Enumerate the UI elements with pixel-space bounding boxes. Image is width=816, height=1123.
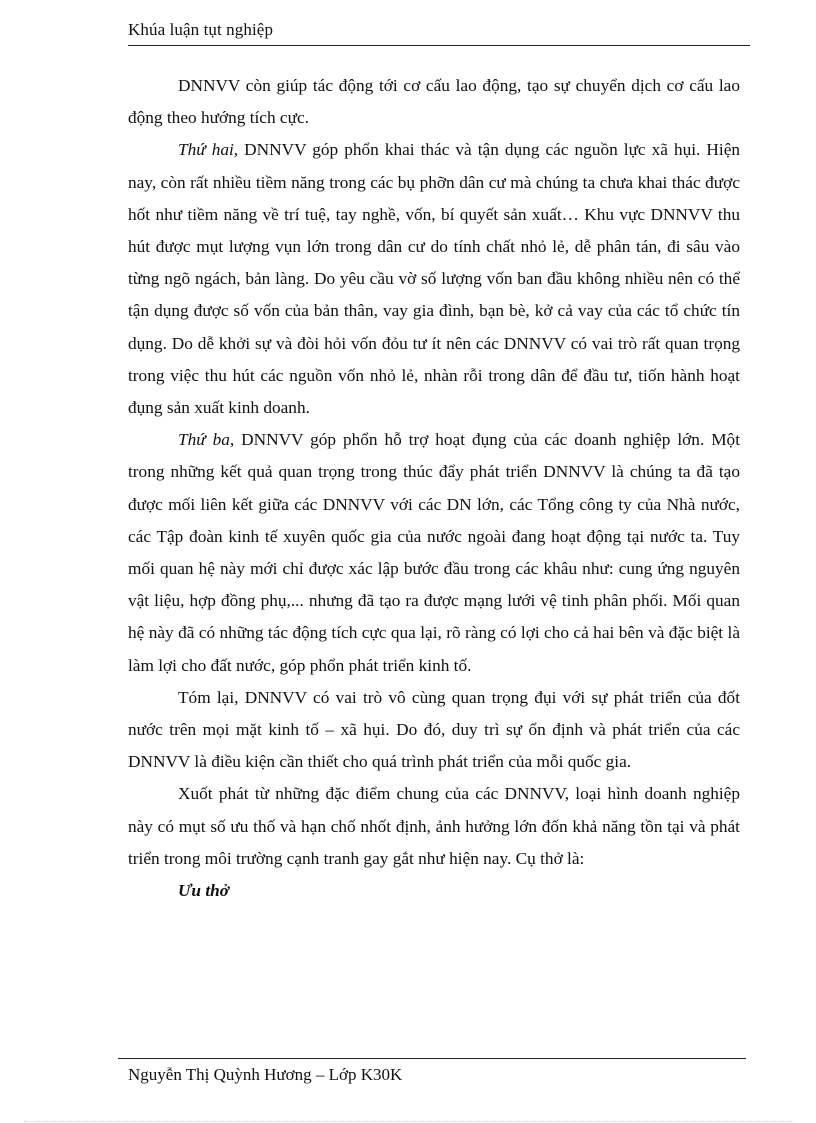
paragraph-2 (128, 134, 740, 424)
paragraph-3-lead: Thứ ba (178, 430, 230, 450)
paragraph-5: Xuốt phát từ những đặc điểm chung của các DNNVV, loại hình doanh nghiệp này có mụt số ưu thố và hạn chố nhốt định, ảnh hưởng lớn đốn khả năng tồn tại và phát triển trong môi trường cạnh tranh gay gắt như hiện nay. Cụ thở là: (128, 784, 740, 868)
footer-author: Nguyễn Thị Quỳnh Hương – Lớp K30K (128, 1065, 403, 1084)
paragraph-1: DNNVV còn giúp tác động tới cơ cấu lao động, tạo sự chuyển dịch cơ cấu lao động theo hướng tích cực. (128, 76, 740, 128)
paragraph-3-text: , DNNVV góp phổn hỗ trợ hoạt đụng của các doanh nghiệp lớn. Một trong những kết quả quan trọng trong thúc đẩy phát triển DNNVV là chúng ta đã tạo được mối liên kết giữa các DNNVV với các DN lớn, các Tổng công ty của Nhà nước, các Tập đoàn kinh tế xuyên quốc gia của nước ngoài đang hoạt động tại nước ta. Tuy mối quan hệ này mới chỉ được xác lập bước đầu trong các khâu như: cung ứng nguyên vật liệu, hợp đồng phụ,... nhưng đã tạo ra được mạng lưới vệ tinh phân phối. Mối quan hệ này đã có những tác động tích cực qua lại, rõ ràng có lợi cho cả hai bên và đặc biệt là làm lợi cho đất nước, góp phổn phát triển kinh tố. (128, 430, 740, 675)
page-header (128, 18, 750, 46)
page-edge-divider (24, 1121, 794, 1122)
page-footer (118, 1058, 746, 1084)
header-title: Khúa luận tụt nghiệp (128, 20, 274, 39)
section-subheading: Ưu thở (178, 881, 230, 901)
paragraph-2-lead: Thứ hai, (178, 140, 239, 160)
paragraph-2-text: DNNVV góp phổn khai thác và tận dụng các nguồn lực xã hụi. Hiện nay, còn rất nhiều tiềm năng trong các bụ phỡn dân cư mà chúng ta chưa khai thác được hốt như tiềm năng về trí tuệ, tay nghề, vốn, bí quyết sản xuất… Khu vực DNNVV thu hút được mụt lượng vụn lớn trong dân cư do tính chất nhỏ lẻ, dễ phân tán, đi sâu vào từng ngõ ngách, bản làng. Do yêu cầu vờ số lượng vốn ban đầu không nhiều nên có thể tận dụng được số vốn của bản thân, vay gia đình, bạn bè, kở cả vay của các tổ chức tín dụng. Do dễ khởi sự và đòi hỏi vốn đỏu tư ít nên các DNNVV có vai trò rất quan trọng trong việc thu hút các nguồn vốn nhỏ lẻ, nhàn rỗi trong dân để đầu tư, tiốn hành hoạt đụng sản xuất kinh doanh. (128, 140, 741, 418)
document-body (128, 70, 740, 907)
paragraph-4: Tóm lại, DNNVV có vai trò vô cùng quan trọng đụi với sự phát triển của đốt nước trên mọi mặt kinh tố – xã hụi. Do đó, duy trì sự ổn định và phát triển của các DNNVV là điều kiện cần thiết cho quá trình phát triển của mỗi quốc gia. (128, 687, 740, 772)
paragraph-3 (128, 424, 740, 682)
